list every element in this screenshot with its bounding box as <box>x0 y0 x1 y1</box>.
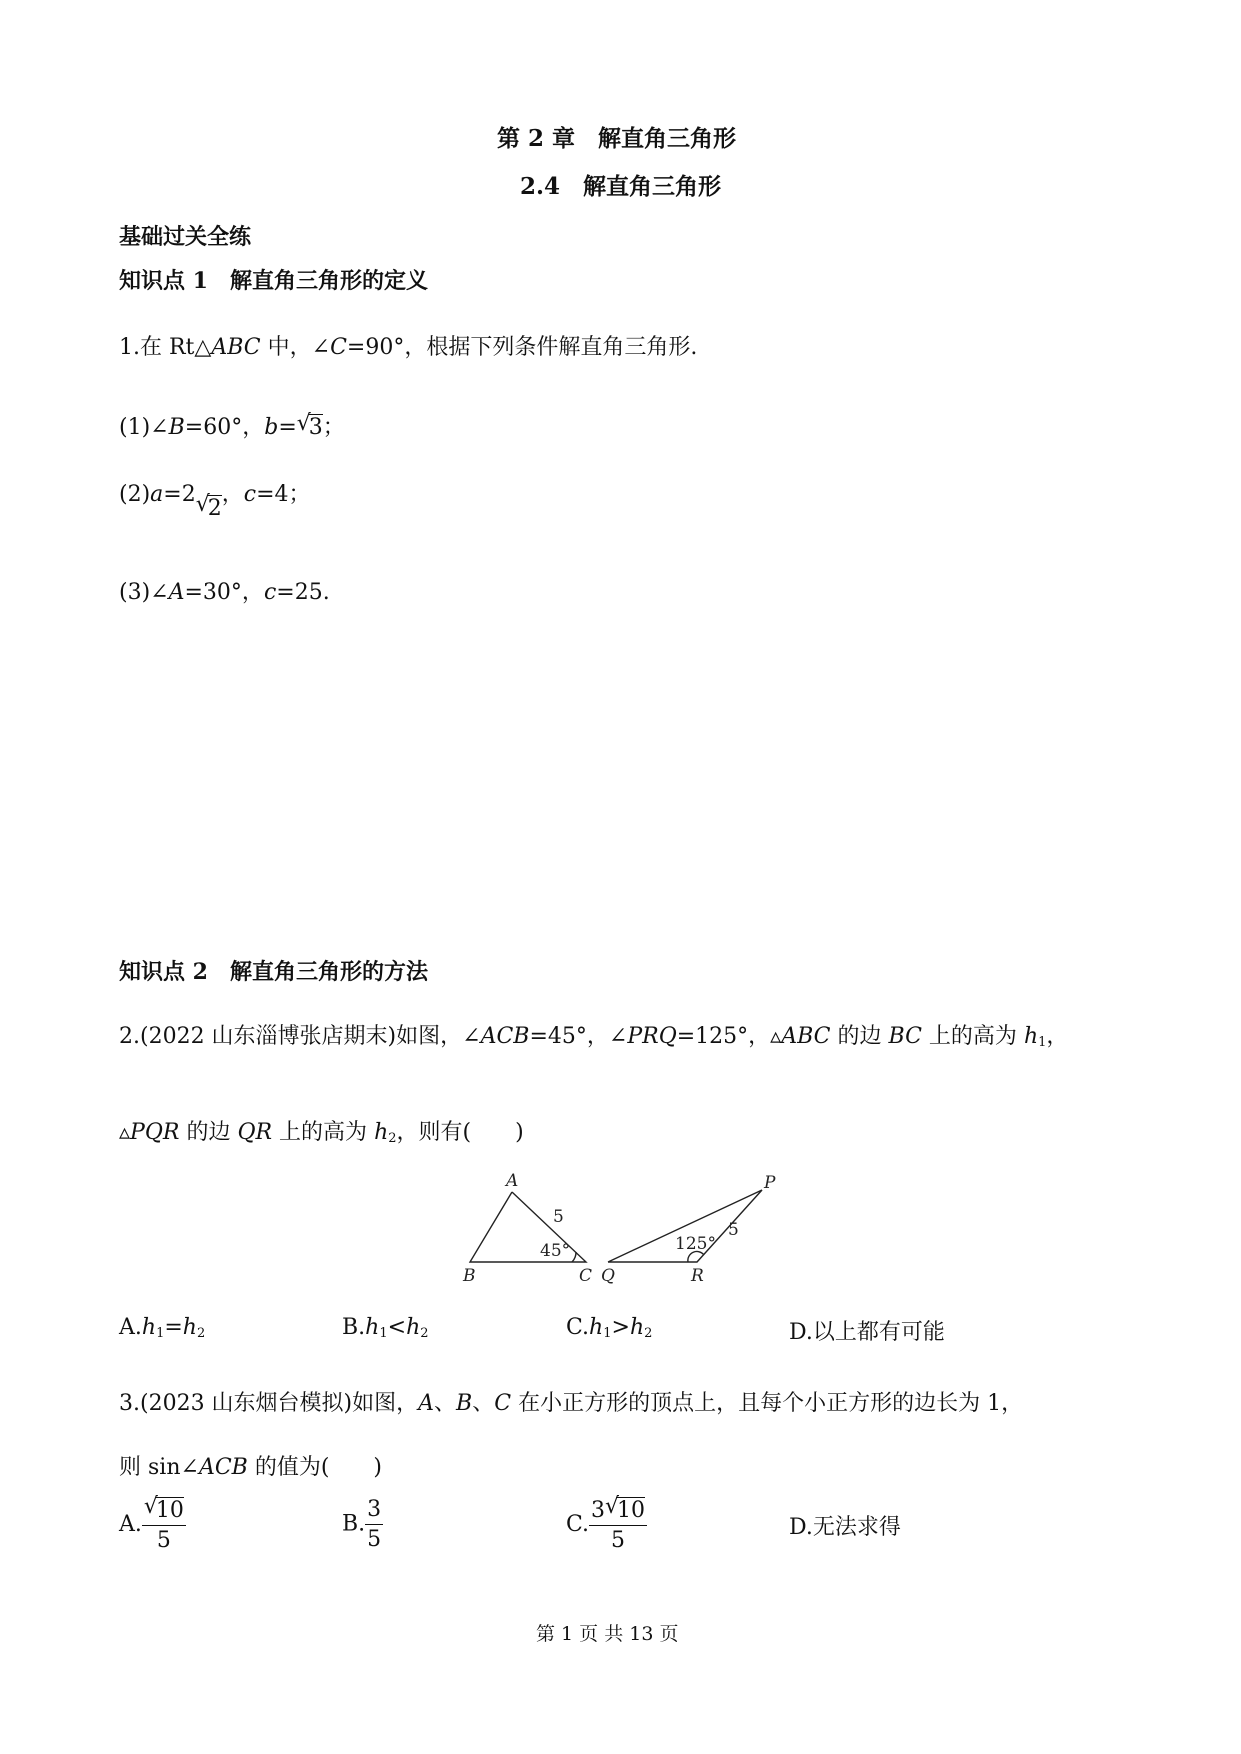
question-1-part-3 <box>119 575 330 606</box>
practice-heading: 基础过关全练 <box>119 224 252 250</box>
q1-p1-radicand: 3 <box>308 415 323 440</box>
q3-var: B <box>456 1391 473 1416</box>
section-title: 2.4 解直角三角形 <box>520 173 722 200</box>
angle-c-value: 45° <box>540 1241 571 1261</box>
triangles-figure <box>455 1168 785 1286</box>
q1-p1-var: B <box>168 415 185 440</box>
option-var: h <box>589 1315 604 1340</box>
option-letter: A. <box>119 1512 142 1537</box>
q1-p3-text: =25. <box>276 580 330 605</box>
knowledge-point-2-heading: 知识点 2 解直角三角形的方法 <box>119 959 428 985</box>
q1-p2-var: c <box>243 482 257 507</box>
q2-var: PQR <box>130 1120 180 1145</box>
q3-option-c[interactable] <box>566 1494 647 1553</box>
q2-subscript: 2 <box>388 1131 397 1146</box>
numerator: 3 <box>365 1497 383 1525</box>
chapter-title: 第 2 章 解直角三角形 <box>497 125 737 152</box>
question-2-line-2 <box>119 1115 524 1146</box>
denominator: 5 <box>156 1528 171 1553</box>
page-footer: 第 1 页 共 13 页 <box>536 1623 679 1645</box>
numerator-radicand: 10 <box>155 1498 184 1523</box>
q1-number: 1. <box>119 335 140 360</box>
q2-text: =45°，∠ <box>529 1024 628 1049</box>
q1-p1-text: ； <box>322 415 345 440</box>
q1-p1-text: = <box>278 415 297 440</box>
q2-var: PRQ <box>627 1024 677 1049</box>
q1-p2-radicand: 2 <box>207 496 222 521</box>
q2-text: 的边 <box>179 1120 238 1145</box>
q2-var: ABC <box>781 1024 831 1049</box>
q3-var: ACB <box>198 1455 248 1480</box>
q2-subscript: 1 <box>1038 1035 1047 1050</box>
option-subscript: 1 <box>156 1326 165 1341</box>
option-var: h <box>182 1315 197 1340</box>
option-letter: C. <box>566 1315 590 1340</box>
q2-text: 上的高为 <box>272 1120 375 1145</box>
vertex-c-label: C <box>579 1266 593 1286</box>
option-var: h <box>141 1315 157 1340</box>
q3-text: 的值为( ) <box>247 1455 382 1480</box>
denominator: 5 <box>611 1528 626 1553</box>
option-subscript: 1 <box>379 1326 388 1341</box>
q1-p1-text: (1)∠ <box>119 415 169 440</box>
q1-p2-text: (2) <box>119 482 151 507</box>
q1-p3-var: A <box>168 580 185 605</box>
vertex-r-label: R <box>691 1266 704 1286</box>
question-2-line-1 <box>119 1019 1068 1050</box>
q1-p1-text: =60°， <box>184 415 265 440</box>
side-ac-length: 5 <box>553 1207 564 1227</box>
q2-option-c[interactable] <box>566 1315 652 1341</box>
sqrt-symbol: √ 3 <box>296 411 323 440</box>
option-subscript: 2 <box>644 1326 653 1341</box>
q3-option-b[interactable] <box>342 1497 383 1552</box>
q2-text: ，则有( ) <box>396 1120 524 1145</box>
question-3-line-2 <box>119 1450 382 1481</box>
vertex-p-label: P <box>764 1173 776 1193</box>
q2-var: ACB <box>480 1024 530 1049</box>
option-operator: < <box>387 1315 407 1340</box>
option-var: h <box>406 1315 421 1340</box>
option-subscript: 2 <box>420 1326 429 1341</box>
numerator-radicand: 10 <box>617 1498 646 1523</box>
q3-text: 3.(2023 山东烟台模拟)如图， <box>119 1391 419 1416</box>
sqrt-symbol: √ 10 <box>143 1494 184 1523</box>
q1-p3-text: (3)∠ <box>119 580 169 605</box>
q3-text: 、 <box>472 1391 495 1416</box>
angle-r-value: 125° <box>675 1234 716 1254</box>
knowledge-point-1-heading: 知识点 1 解直角三角形的定义 <box>119 268 428 294</box>
q3-option-a[interactable] <box>119 1494 186 1553</box>
q3-text: 在小正方形的顶点上，且每个小正方形的边长为 1， <box>511 1391 1024 1416</box>
question-1-part-1 <box>119 410 345 441</box>
q1-angle-vertex: C <box>330 335 347 360</box>
q3-var: A <box>418 1391 435 1416</box>
question-1-stem <box>119 330 697 361</box>
q3-text: 则 sin∠ <box>119 1455 199 1480</box>
fraction <box>589 1494 647 1553</box>
q2-var: QR <box>237 1120 273 1145</box>
vertex-a-label: A <box>506 1171 519 1191</box>
option-subscript: 1 <box>603 1326 612 1341</box>
option-letter: C. <box>566 1512 590 1537</box>
option-letter: A. <box>119 1315 142 1340</box>
fraction <box>365 1497 383 1552</box>
option-operator: > <box>611 1315 630 1340</box>
option-var: h <box>365 1315 380 1340</box>
q1-p2-text: =2 <box>163 482 196 507</box>
option-letter: B. <box>342 1315 366 1340</box>
numerator-coefficient: 3 <box>591 1498 606 1523</box>
q3-option-d[interactable]: D.无法求得 <box>789 1515 901 1540</box>
q1-p2-var: a <box>150 482 164 507</box>
q2-option-a[interactable] <box>119 1315 205 1341</box>
q1-p3-var: c <box>263 580 277 605</box>
angle-c-arc <box>572 1252 576 1262</box>
q1-text: 在 Rt△ <box>140 335 212 360</box>
q1-p2-text: ， <box>221 482 244 507</box>
q2-text: 2.(2022 山东淄博张店期末)如图，∠ <box>119 1024 481 1049</box>
q2-text: ▵ <box>119 1120 131 1145</box>
q2-text: 的边 <box>830 1024 889 1049</box>
question-3-line-1 <box>119 1386 1023 1417</box>
q2-var: BC <box>888 1024 922 1049</box>
sqrt-symbol: √ 2 <box>195 492 222 521</box>
q2-var: h <box>374 1120 389 1145</box>
denominator: 5 <box>367 1527 382 1552</box>
option-operator: = <box>164 1315 183 1340</box>
q1-p3-text: =30°， <box>184 580 264 605</box>
option-letter: B. <box>342 1511 366 1537</box>
q2-option-d[interactable]: D.以上都有可能 <box>789 1320 945 1345</box>
q1-p1-var: b <box>264 415 279 440</box>
option-subscript: 2 <box>196 1326 206 1341</box>
q2-text: =125°，▵ <box>676 1024 782 1049</box>
vertex-b-label: B <box>463 1266 476 1286</box>
q2-text: 上的高为 <box>921 1024 1024 1049</box>
q1-text: =90°，根据下列条件解直角三角形. <box>346 335 698 360</box>
q3-text: 、 <box>434 1391 457 1416</box>
q2-option-b[interactable] <box>342 1315 429 1341</box>
q1-triangle: ABC <box>211 335 261 360</box>
q1-text: 中，∠ <box>260 335 331 360</box>
fraction <box>142 1494 186 1553</box>
side-pr-length: 5 <box>728 1220 739 1240</box>
vertex-q-label: Q <box>601 1266 615 1286</box>
q2-text: ， <box>1046 1024 1069 1049</box>
sqrt-symbol: √ 10 <box>605 1494 646 1523</box>
q2-var: h <box>1023 1024 1039 1049</box>
q1-p2-text: =4； <box>256 482 311 507</box>
q3-var: C <box>494 1391 512 1416</box>
option-var: h <box>629 1315 645 1340</box>
question-1-part-2 <box>119 477 311 521</box>
